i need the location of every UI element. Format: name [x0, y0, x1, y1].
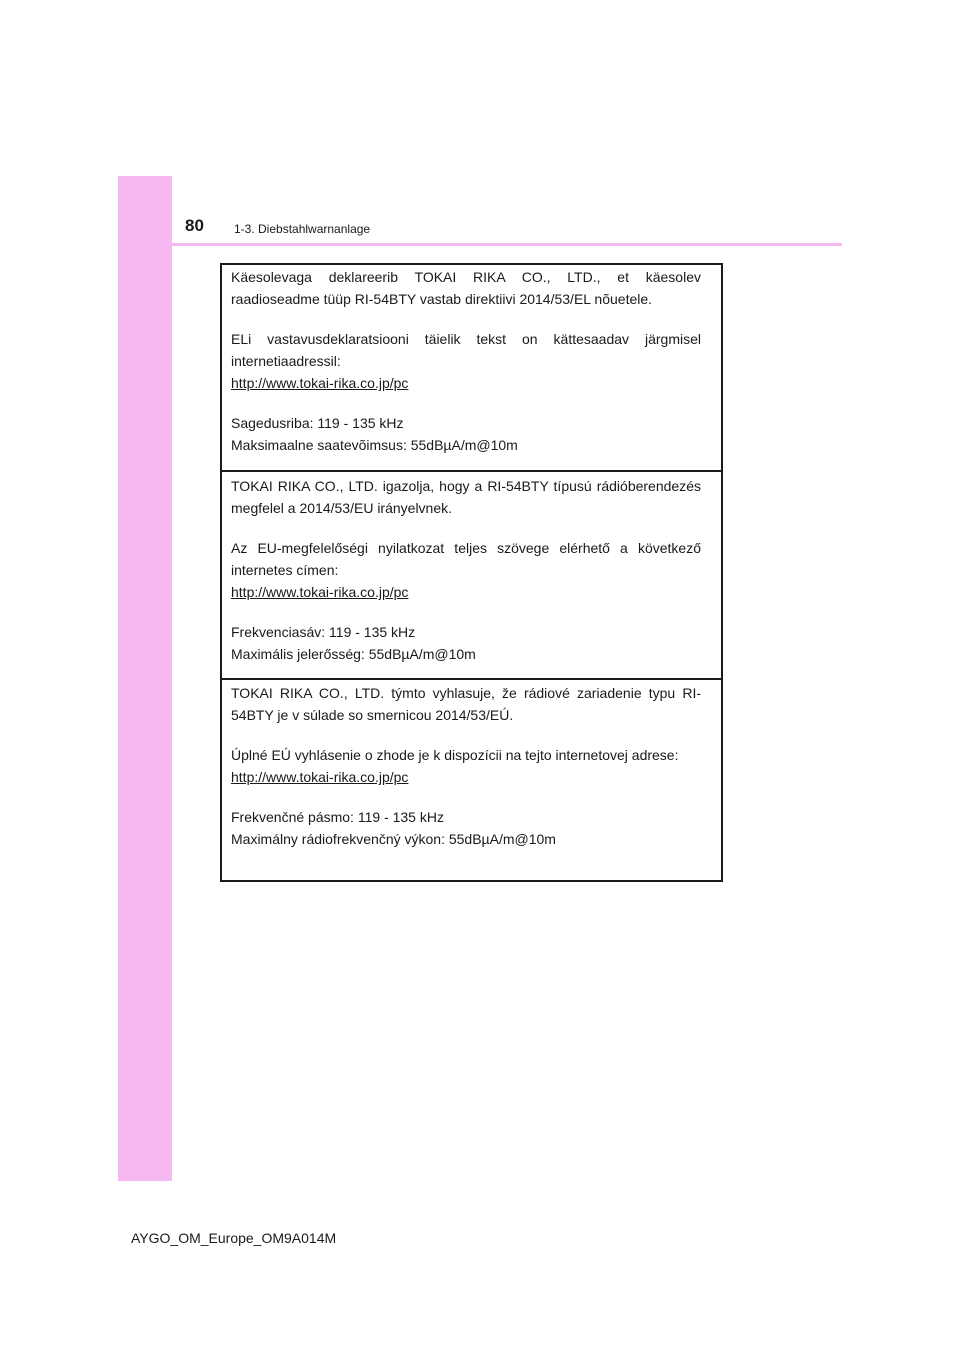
- availability-text: Úplné EÚ vyhlásenie o zhode je k dispozícii na tejto internetovej adrese:: [231, 747, 679, 763]
- frequency-band: Sagedusriba: 119 - 135 kHz: [231, 415, 404, 431]
- declaration-text: Käesolevaga deklareerib TOKAI RIKA CO., LTD., et käesolev raadioseadme tüüp RI-54BTY vastab direktiivi 2014/53/EL nõuetele.: [231, 269, 701, 307]
- declaration-hungarian: [222, 470, 721, 678]
- section-title: 1-3. Diebstahlwarnanlage: [234, 222, 371, 236]
- declaration-url-link[interactable]: http://www.tokai-rika.co.jp/pc: [231, 584, 409, 600]
- availability-text: Az EU-megfelelőségi nyilatkozat teljes szövege elérhető a következő internetes címen:: [231, 540, 701, 578]
- frequency-band: Frekvenčné pásmo: 119 - 135 kHz: [231, 809, 444, 825]
- document-code: AYGO_OM_Europe_OM9A014M: [131, 1230, 337, 1246]
- declaration-url-link[interactable]: http://www.tokai-rika.co.jp/pc: [231, 769, 409, 785]
- declaration-estonian: [222, 265, 721, 470]
- max-power: Maksimaalne saatevõimsus: 55dBµA/m@10m: [231, 437, 518, 453]
- max-power: Maximális jelerősség: 55dBµA/m@10m: [231, 646, 476, 662]
- side-tab-band: [118, 176, 172, 1181]
- max-power: Maximálny rádiofrekvenčný výkon: 55dBµA/m@10m: [231, 831, 556, 847]
- availability-text: ELi vastavusdeklaratsiooni täielik tekst on kättesaadav järgmisel internetiaadressil:: [231, 331, 701, 369]
- declaration-table: [220, 263, 723, 882]
- declaration-text: TOKAI RIKA CO., LTD. igazolja, hogy a RI-54BTY típusú rádióberendezés megfelel a 2014/53/EU irányelvnek.: [231, 478, 701, 516]
- page-number: 80: [185, 216, 204, 235]
- declaration-url-link[interactable]: http://www.tokai-rika.co.jp/pc: [231, 375, 409, 391]
- declaration-text: TOKAI RIKA CO., LTD. týmto vyhlasuje, že rádiové zariadenie typu RI-54BTY je v súlade so smernicou 2014/53/EÚ.: [231, 685, 701, 723]
- declaration-slovak: [222, 678, 721, 880]
- header-divider: [172, 243, 842, 246]
- frequency-band: Frekvenciasáv: 119 - 135 kHz: [231, 624, 416, 640]
